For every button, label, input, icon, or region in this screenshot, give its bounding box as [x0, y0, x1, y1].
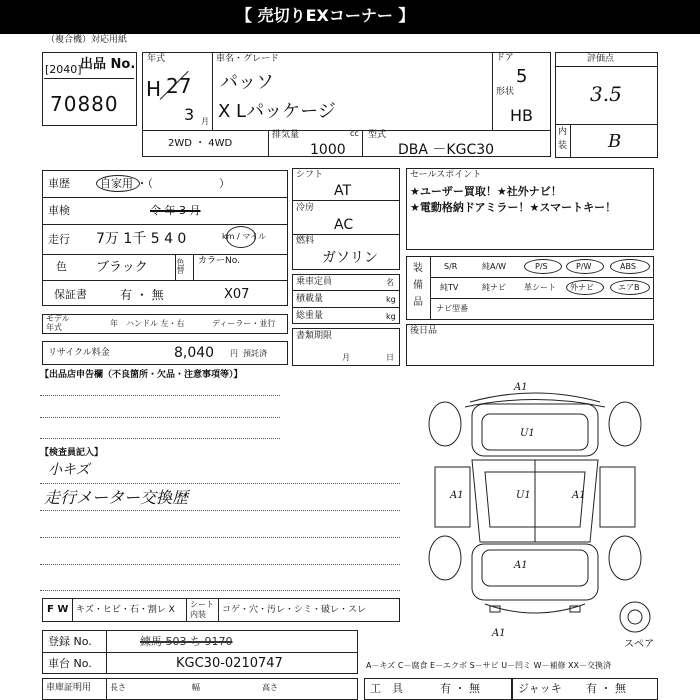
equipment-label-2: 備 — [413, 280, 423, 291]
history-label: 車歴 — [48, 177, 70, 190]
seat-label-1: シート — [190, 600, 214, 609]
equip-alloy: 純A/W — [482, 262, 507, 271]
shift-label: シフト — [296, 170, 324, 180]
cc-label: cc — [350, 129, 359, 138]
color-no-label: カラーNo. — [198, 256, 240, 266]
recycle-unit: 円 — [230, 349, 238, 358]
garage-label: 車庫証明用 — [46, 683, 92, 693]
jack-label: ジャッキ — [518, 682, 562, 695]
era: H — [146, 77, 162, 101]
color-value: ブラック — [96, 260, 148, 275]
machine-note: （複合機）対応用紙 — [46, 35, 128, 45]
recycle-label: リサイクル料金 — [48, 348, 110, 358]
shape-value: HB — [510, 106, 534, 125]
page-title: 【 売切りEXコーナー 】 — [236, 6, 415, 25]
garage-width: 幅 — [192, 683, 200, 692]
door-label: ドア — [496, 53, 514, 63]
equip-abs: ABS — [620, 262, 636, 271]
color-change-label: 色替 — [176, 258, 185, 274]
inspector-label: 【検査員記入】 — [40, 448, 104, 458]
model-label: 型式 — [368, 130, 387, 140]
mark-trunk: A1 — [514, 560, 528, 571]
shape-label: 形状 — [496, 87, 515, 97]
capacity-unit: 名 — [386, 278, 394, 287]
interior-label-2: 装 — [558, 141, 568, 151]
mark-front-bumper: A1 — [514, 382, 528, 393]
jack-value: 有 ・ 無 — [586, 682, 626, 695]
model-value: DBA －KGC30 — [398, 142, 495, 158]
mark-left-door: A1 — [450, 490, 464, 501]
inspector-line-1: 小キズ — [48, 462, 90, 478]
ac-value: AC — [334, 217, 354, 233]
mileage-label: 走行 — [48, 233, 70, 246]
seat-desc: コゲ・穴・汚レ・シミ・破レ・スレ — [222, 605, 367, 615]
later-items-box — [406, 324, 654, 366]
warranty-label: 保証書 — [54, 288, 87, 301]
score-value: 3.5 — [590, 82, 622, 106]
sales-points-label: セールスポイント — [410, 170, 482, 180]
mark-roof: U1 — [516, 490, 531, 501]
equipment-label-1: 装 — [413, 263, 423, 274]
equip-tv: 純TV — [440, 283, 459, 292]
drive-type: 2WD ・ 4WD — [168, 138, 233, 149]
car-grade: X Lパッケージ — [218, 101, 336, 122]
equip-airbag: エアB — [618, 283, 640, 292]
ac-label: 冷房 — [296, 203, 315, 213]
equipment-label-3: 品 — [413, 297, 423, 308]
doc-period-label: 書類期限 — [296, 331, 333, 341]
mark-rear-bumper: A1 — [492, 628, 506, 639]
doors-value: 5 — [516, 66, 528, 87]
score-label: 評価点 — [587, 54, 615, 64]
load-label: 積載量 — [296, 294, 324, 304]
garage-length: 長さ — [110, 683, 126, 692]
year-value: 27 — [166, 74, 192, 98]
month-value: 3 — [184, 105, 195, 124]
mark-hood: U1 — [520, 428, 535, 439]
displacement-value: 1000 — [310, 142, 346, 158]
mileage-value: 7万 1千 5 4 0 — [96, 231, 187, 247]
interior-value: B — [608, 131, 622, 152]
warranty-value: 有 ・ 無 — [120, 288, 164, 302]
tools-label: 工 具 — [370, 682, 403, 695]
navi-model-label: ナビ型番 — [436, 304, 468, 313]
equip-aftermarket-navi: 外ナビ — [570, 283, 594, 292]
weight-unit: kg — [386, 312, 396, 321]
lot-prefix: [2040] — [45, 63, 82, 76]
color-no-value: X07 — [224, 287, 250, 302]
equip-ps: P/S — [535, 262, 548, 271]
history-value: 自家用 ・（ ） — [100, 177, 230, 190]
fw-desc: キズ・ヒビ・石・割レ X — [76, 605, 175, 615]
car-damage-diagram — [410, 372, 660, 652]
year-label: 年式 — [147, 54, 166, 64]
damage-legend: A－キズ C－腐食 E－エクボ S－サビ U－凹ミ W－補修 XX－交換済 — [366, 661, 612, 670]
garage-height: 高さ — [262, 683, 278, 692]
spare-label: スペア — [624, 639, 654, 650]
load-unit: kg — [386, 295, 396, 304]
doc-period-day: 日 — [386, 353, 394, 362]
shift-value: AT — [334, 183, 352, 199]
inspection-value: 令 年 3 月 — [150, 204, 201, 217]
weight-label: 総重量 — [296, 311, 324, 321]
recycle-amount: 8,040 — [174, 345, 215, 361]
lot-number: 70880 — [50, 92, 119, 116]
later-items-label: 後日品 — [410, 326, 438, 336]
displacement-label: 排気量 — [272, 130, 300, 140]
fw-label: F W — [47, 604, 69, 615]
reg-value: 練馬 503 ち 9170 — [140, 635, 233, 648]
doc-period-month: 月 — [342, 353, 350, 362]
mileage-unit: km / マイル — [222, 232, 267, 241]
equip-pw: P/W — [576, 262, 592, 271]
dealer-notes-label: 【出品店申告欄（不良箇所・欠品・注意事項等）】 — [40, 370, 243, 380]
fuel-label: 燃料 — [296, 236, 315, 246]
tools-value: 有 ・ 無 — [440, 682, 480, 695]
handle-label: ハンドル 左・右 — [126, 319, 185, 328]
interior-label-1: 内 — [558, 127, 568, 137]
seat-label-2: 内装 — [190, 610, 206, 619]
name-label: 車名・グレード — [216, 54, 280, 64]
color-label: 色 — [56, 260, 67, 273]
recycle-note: 預託済 — [243, 349, 267, 358]
lot-label: 出品 No. — [80, 57, 136, 72]
dealer-label: ディーラー・並行 — [212, 319, 276, 328]
mark-right-door: A1 — [572, 490, 586, 501]
sales-point-line-1: ★ユーザー買取！★社外ナビ！ — [410, 185, 562, 198]
reg-label: 登録 No. — [48, 635, 92, 648]
sales-point-line-2: ★電動格納ドアミラー！★スマートキー！ — [410, 201, 617, 214]
capacity-label: 乗車定員 — [296, 277, 333, 287]
equip-navi: 純ナビ — [482, 283, 506, 292]
model-label-1: モデル — [46, 314, 70, 323]
chassis-label: 車台 No. — [48, 657, 92, 670]
fuel-value: ガソリン — [322, 250, 378, 266]
equip-sr: S/R — [444, 262, 458, 271]
inspection-label: 車検 — [48, 204, 70, 217]
equip-leather: 革シート — [524, 283, 556, 292]
car-name: パッソ — [220, 72, 274, 93]
model-year-unit: 年 — [110, 319, 118, 328]
inspector-line-2: 走行メーター交換歴 — [44, 488, 189, 507]
chassis-value: KGC30-0210747 — [176, 656, 283, 671]
month-unit: 月 — [201, 117, 209, 126]
model-label-2: 年式 — [46, 323, 62, 332]
